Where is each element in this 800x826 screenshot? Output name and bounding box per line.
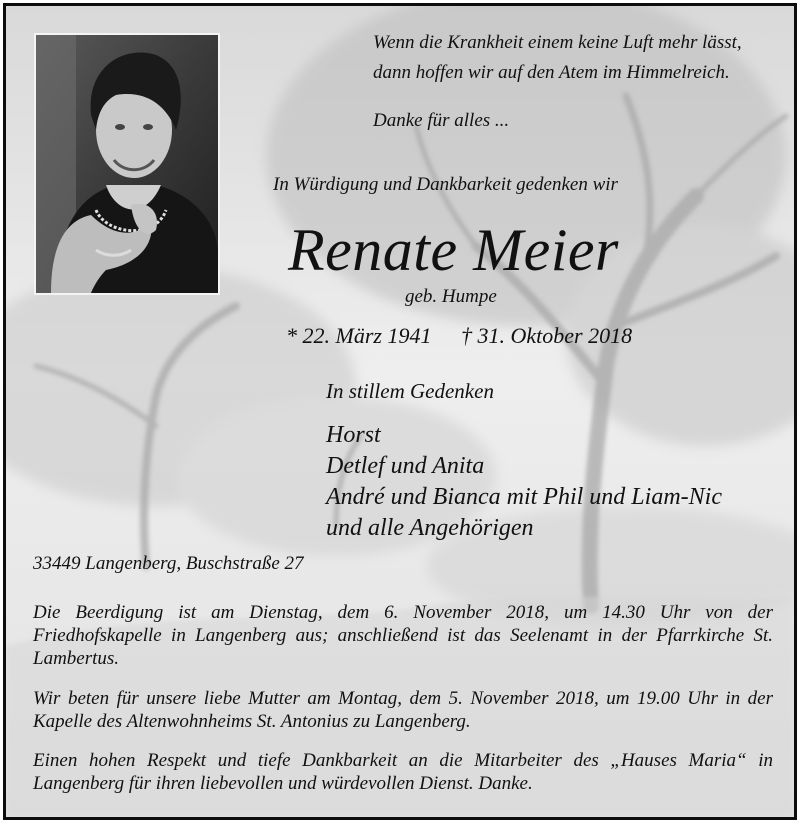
family-member: Horst (326, 422, 381, 448)
portrait-photo (34, 33, 220, 295)
family-member: und alle Angehörigen (326, 515, 534, 541)
obituary-notice (3, 3, 797, 820)
family-list (326, 420, 722, 544)
funeral-paragraph: Die Beerdigung ist am Dienstag, dem 6. November 2018, um 14.30 Uhr von der Friedhofskapelle in Langenberg aus; anschließend ist das Seelenamt in der Pfarrkirche St. Lambertus. (33, 602, 773, 669)
deceased-name: Renate Meier (288, 217, 619, 283)
intro-text: In Würdigung und Dankbarkeit gedenken wir (273, 174, 618, 195)
prayer-paragraph: Wir beten für unsere liebe Mutter am Montag, dem 5. November 2018, um 19.00 Uhr in der Kapelle des Altenwohnheims St. Antonius zu Langenberg. (33, 688, 773, 732)
poem-line-1: Wenn die Krankheit einem keine Luft mehr lässt, (373, 32, 742, 53)
birth-date: * 22. März 1941 (286, 323, 432, 348)
address: 33449 Langenberg, Buschstraße 27 (33, 553, 304, 574)
family-member: André und Bianca mit Phil und Liam-Nic (326, 484, 722, 510)
gratitude-paragraph: Einen hohen Respekt und tiefe Dankbarkeit an die Mitarbeiter des „Hauses Maria“ in Langenberg für ihren liebevollen und würdevollen Dienst. Danke. (33, 750, 773, 794)
family-member: Detlef und Anita (326, 453, 485, 479)
memory-heading: In stillem Gedenken (326, 379, 494, 403)
thanks-text: Danke für alles ... (373, 110, 510, 131)
poem-line-2: dann hoffen wir auf den Atem im Himmelreich. (373, 62, 730, 83)
death-date: † 31. Oktober 2018 (461, 323, 633, 348)
poem (373, 28, 742, 88)
birth-name: geb. Humpe (405, 286, 497, 307)
